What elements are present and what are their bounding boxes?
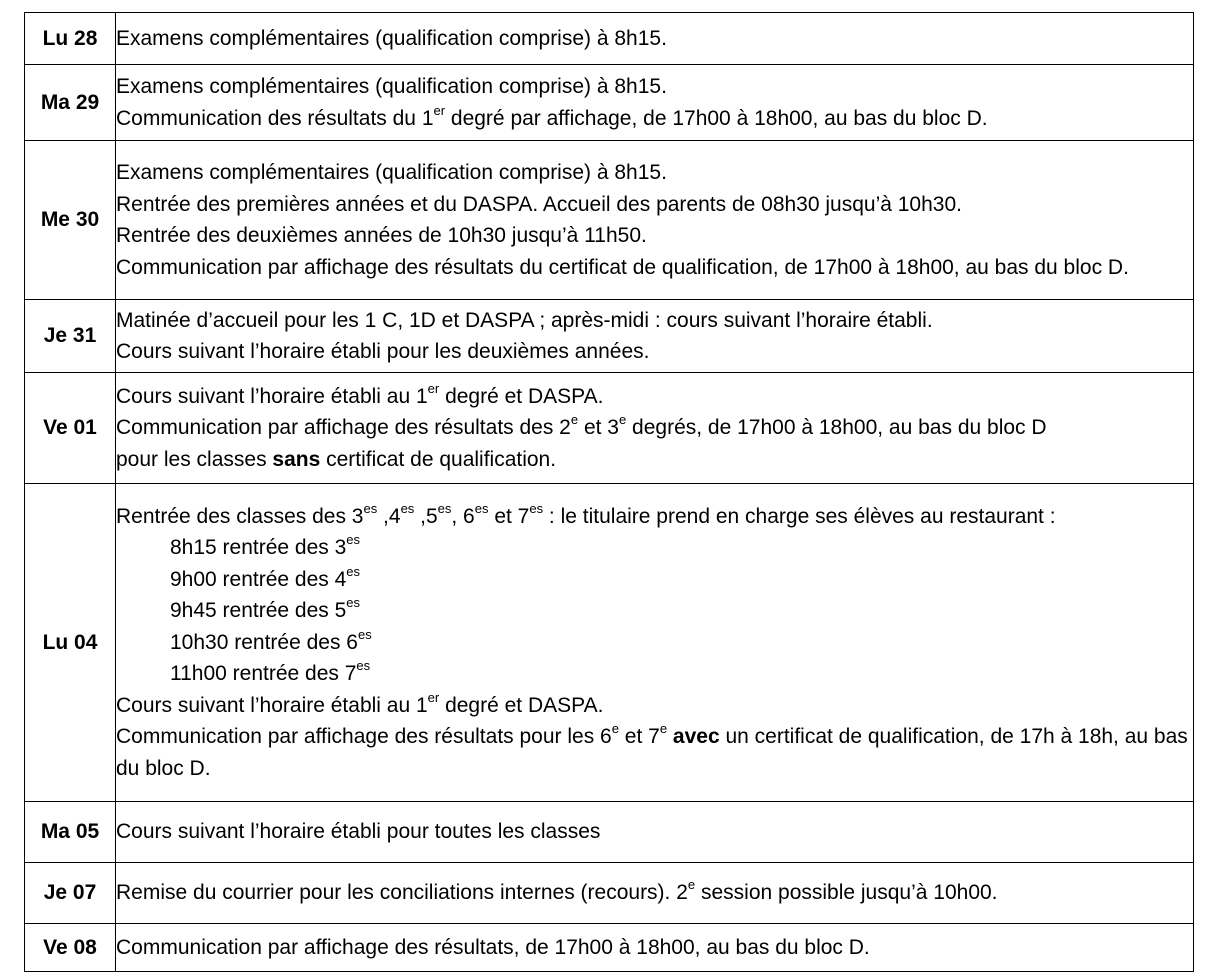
- text-segment: Remise du courrier pour les conciliations internes (recours). 2: [116, 881, 688, 905]
- description-line: [116, 305, 1193, 337]
- description-line: [116, 336, 1193, 368]
- schedule-row: [25, 863, 1194, 924]
- superscript-text: e: [570, 412, 579, 428]
- description-line: [116, 412, 1193, 444]
- description-cell: [116, 141, 1194, 300]
- description-cell: [116, 13, 1194, 65]
- text-segment: et 7: [618, 725, 660, 749]
- superscript-text: e: [687, 877, 696, 893]
- superscript-text: e: [618, 412, 627, 428]
- text-segment: Rentrée des classes des 3: [116, 504, 364, 528]
- text-segment: 11h00 rentrée des 7: [170, 662, 357, 686]
- text-segment: Examens complémentaires (qualification comprise) à 8h15.: [116, 26, 667, 50]
- superscript-text: es: [474, 500, 489, 516]
- text-segment: pour les classes: [116, 447, 273, 471]
- superscript-text: e: [659, 721, 668, 737]
- description-cell: [116, 65, 1194, 141]
- superscript-text: es: [357, 626, 372, 642]
- description-line: [116, 877, 1193, 909]
- text-segment: Cours suivant l’horaire établi pour les deuxièmes années.: [116, 340, 650, 363]
- day-cell: Je 07: [25, 863, 116, 924]
- text-segment: ,5: [414, 504, 438, 528]
- text-segment: un certificat de qualification, de 17h à 18h, au bas du bloc D.: [116, 725, 1188, 780]
- text-segment: Rentrée des premières années et du DASPA. Accueil des parents de 08h30 jusqu’à 10h30.: [116, 192, 962, 216]
- text-segment: Communication par affichage des résultats du certificat de qualification, de 17h00 à 18h00, au bas du bloc D.: [116, 255, 1129, 279]
- description-line: [116, 532, 1193, 564]
- text-segment: Rentrée des deuxièmes années de 10h30 jusqu’à 11h50.: [116, 224, 647, 247]
- schedule-row: [25, 300, 1194, 373]
- text-segment: Communication des résultats du 1: [116, 106, 434, 130]
- text-segment: Communication par affichage des résultats des 2: [116, 416, 571, 440]
- text-segment: Cours suivant l’horaire établi au 1: [116, 693, 428, 717]
- schedule-row: [25, 141, 1194, 300]
- description-line: [116, 721, 1193, 784]
- schedule-row: [25, 373, 1194, 484]
- text-segment: Cours suivant l’horaire établi au 1: [116, 384, 428, 408]
- text-segment: 8h15 rentrée des 3: [170, 536, 347, 560]
- description-cell: [116, 373, 1194, 484]
- text-segment: , 6: [451, 504, 475, 528]
- schedule-body: [25, 13, 1194, 972]
- text-segment: Examens complémentaires (qualification comprise) à 8h15.: [116, 75, 667, 98]
- description-line: [116, 71, 1193, 103]
- description-line: [116, 157, 1193, 189]
- day-cell: Ve 08: [25, 924, 116, 972]
- description-cell: [116, 300, 1194, 373]
- text-segment: Examens complémentaires (qualification comprise) à 8h15.: [116, 161, 667, 184]
- superscript-text: er: [433, 102, 446, 118]
- day-cell: Ve 01: [25, 373, 116, 484]
- text-segment: session possible jusqu’à 10h00.: [695, 881, 998, 905]
- description-line: [116, 564, 1193, 596]
- description-cell: [116, 802, 1194, 863]
- superscript-text: es: [400, 500, 415, 516]
- schedule-row: [25, 13, 1194, 65]
- text-segment: 9h00 rentrée des 4: [170, 567, 347, 591]
- text-segment: degré et DASPA.: [439, 384, 604, 408]
- text-segment: 10h30 rentrée des 6: [170, 630, 358, 654]
- description-line: [116, 627, 1193, 659]
- text-segment: Communication par affichage des résultats, de 17h00 à 18h00, au bas du bloc D.: [116, 935, 870, 959]
- text-segment: 9h45 rentrée des 5: [170, 599, 347, 623]
- text-segment: Cours suivant l’horaire établi pour toutes les classes: [116, 820, 601, 844]
- text-segment: Matinée d’accueil pour les 1 C, 1D et DASPA ; après-midi : cours suivant l’horaire établi.: [116, 308, 933, 332]
- text-segment: et 3: [578, 416, 619, 440]
- description-line: [116, 932, 1193, 964]
- text-segment: et 7: [488, 504, 530, 528]
- superscript-text: es: [346, 532, 361, 548]
- description-line: [116, 220, 1193, 252]
- schedule-table: [24, 12, 1194, 972]
- description-line: [116, 103, 1193, 135]
- description-line: [116, 23, 1193, 55]
- superscript-text: e: [611, 721, 619, 737]
- day-cell: Ma 05: [25, 802, 116, 863]
- superscript-text: es: [356, 658, 371, 674]
- day-cell: Je 31: [25, 300, 116, 373]
- bold-text: avec: [672, 725, 720, 749]
- text-segment: degré par affichage, de 17h00 à 18h00, au bas du bloc D.: [445, 106, 988, 130]
- day-cell: Lu 28: [25, 13, 116, 65]
- schedule-row: [25, 65, 1194, 141]
- text-segment: degrés, de 17h00 à 18h00, au bas du bloc D: [626, 416, 1047, 440]
- superscript-text: er: [427, 380, 440, 396]
- schedule-row: [25, 484, 1194, 802]
- description-cell: [116, 863, 1194, 924]
- description-line: [116, 501, 1193, 533]
- day-cell: Ma 29: [25, 65, 116, 141]
- superscript-text: er: [427, 689, 440, 705]
- description-cell: [116, 924, 1194, 972]
- description-line: [116, 595, 1193, 627]
- text-segment: degré et DASPA.: [439, 693, 604, 717]
- superscript-text: es: [529, 500, 544, 516]
- superscript-text: es: [346, 595, 361, 611]
- description-line: [116, 444, 1193, 476]
- day-cell: Me 30: [25, 141, 116, 300]
- description-line: [116, 381, 1193, 413]
- description-line: [116, 189, 1193, 221]
- description-line: [116, 658, 1193, 690]
- superscript-text: es: [437, 500, 452, 516]
- text-segment: : le titulaire prend en charge ses élèves au restaurant :: [543, 504, 1056, 528]
- day-cell: Lu 04: [25, 484, 116, 802]
- description-line: [116, 252, 1193, 284]
- description-line: [116, 690, 1193, 722]
- text-segment: Communication par affichage des résultats pour les 6: [116, 725, 612, 749]
- description-line: [116, 816, 1193, 848]
- description-cell: [116, 484, 1194, 802]
- superscript-text: es: [363, 500, 378, 516]
- schedule-row: [25, 802, 1194, 863]
- text-segment: ,4: [377, 504, 401, 528]
- text-segment: certificat de qualification.: [320, 447, 557, 471]
- schedule-row: [25, 924, 1194, 972]
- superscript-text: es: [346, 563, 361, 579]
- bold-text: sans: [272, 447, 321, 471]
